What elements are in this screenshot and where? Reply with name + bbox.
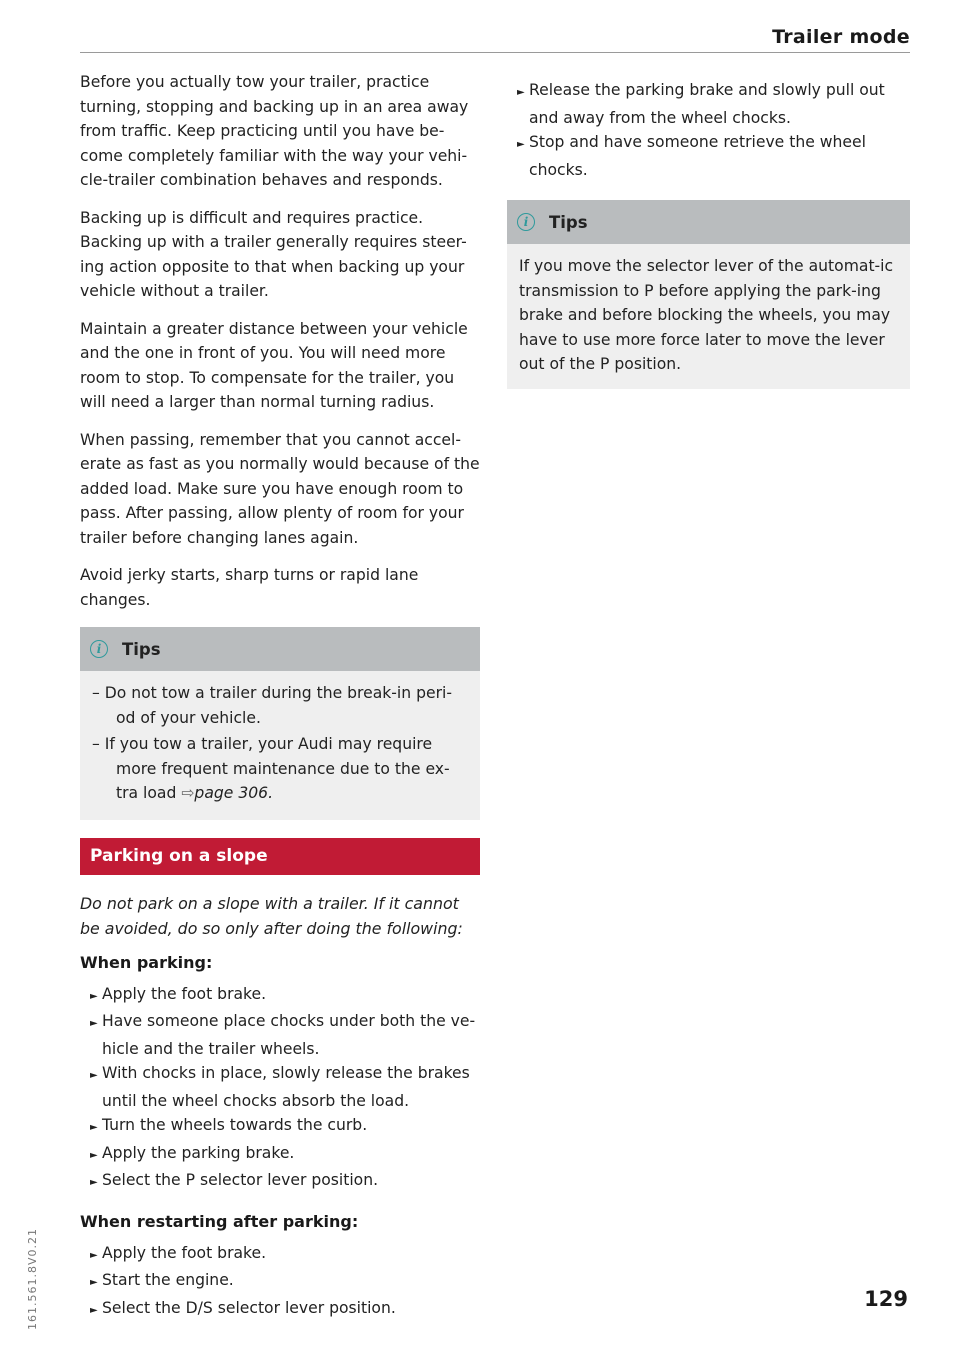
step-arrow-icon: ► bbox=[517, 139, 525, 150]
step-arrow-icon: ► bbox=[90, 1277, 98, 1288]
step-item bbox=[507, 130, 910, 182]
step-text: Apply the foot brake. bbox=[102, 1243, 267, 1262]
paragraph: Before you actually tow your trailer, practice turning, stopping and backing up in an area away from traffic. Keep practicing until you have be-come completely familiar with the way your vehi-cle-trailer combination behaves and responds. bbox=[80, 73, 469, 189]
restart-steps-list bbox=[80, 1241, 480, 1324]
page-number: 129 bbox=[864, 1287, 908, 1311]
parking-heading: When parking: bbox=[80, 952, 213, 972]
step-text: Turn the wheels towards the curb. bbox=[102, 1116, 368, 1134]
tip-item bbox=[92, 732, 468, 806]
step-text: With chocks in place, slowly release the brakes until the wheel chocks absorb the load. bbox=[102, 1064, 470, 1110]
tips-box bbox=[80, 627, 480, 820]
left-column bbox=[80, 70, 480, 1323]
step-arrow-icon: ► bbox=[90, 1149, 98, 1161]
section-intro: Do not park on a slope with a trailer. If it cannot be avoided, do so only after doing the following: bbox=[80, 893, 463, 938]
tip-item: – Do not tow a trailer during the break-in peri-od of your vehicle. bbox=[92, 684, 452, 727]
step-item bbox=[80, 1241, 480, 1269]
tips-body: If you move the selector lever of the automat-ic transmission to P before applying the park-ing brake and before blocking the wheels, you may have to use more force later to move the lever out of the P position. bbox=[519, 257, 894, 373]
restart-heading: When restarting after parking: bbox=[80, 1211, 359, 1231]
step-text: Apply the parking brake. bbox=[102, 1143, 295, 1162]
step-arrow-icon: ► bbox=[90, 990, 98, 1002]
step-arrow-icon: ► bbox=[90, 1070, 98, 1081]
step-arrow-icon: ► bbox=[90, 1249, 98, 1261]
step-text: Have someone place chocks under both the ve-hicle and the trailer wheels. bbox=[102, 1012, 476, 1058]
info-icon: i bbox=[517, 213, 535, 231]
step-item bbox=[80, 1061, 480, 1113]
step-item bbox=[80, 982, 480, 1010]
step-text: Select the D/S selector lever position. bbox=[102, 1298, 396, 1317]
step-item bbox=[80, 1113, 480, 1141]
page-ref-arrow: ⇨ bbox=[181, 784, 195, 802]
paragraph: Backing up is difficult and requires practice. Backing up with a trailer generally requires steer-ing action opposite to that when backing up your vehicle without a trailer. bbox=[80, 208, 467, 300]
step-arrow-icon: ► bbox=[90, 1177, 98, 1188]
step-item bbox=[80, 1268, 480, 1296]
step-arrow-icon: ► bbox=[90, 1304, 98, 1316]
paragraph: Avoid jerky starts, sharp turns or rapid lane changes. bbox=[80, 566, 419, 609]
step-text: Select the P selector lever position. bbox=[102, 1171, 379, 1189]
step-item bbox=[80, 1141, 480, 1169]
parking-steps-list bbox=[80, 982, 480, 1196]
paragraph: Maintain a greater distance between your vehicle and the one in front of you. You will need more room to stop. To compensate for the trailer, you will need a larger than normal turning radius. bbox=[80, 319, 468, 411]
paragraph: When passing, remember that you cannot accel-erate as fast as you normally would because of the added load. Make sure you have enough room to pass. After passing, allow plenty of room for your trailer before changing lanes again. bbox=[80, 430, 480, 547]
step-text: Release the parking brake and slowly pull out and away from the wheel chocks. bbox=[529, 81, 885, 127]
tips-title: Tips bbox=[122, 639, 161, 659]
step-arrow-icon: ► bbox=[517, 87, 525, 98]
step-arrow-icon: ► bbox=[90, 1018, 98, 1029]
step-item bbox=[80, 1168, 480, 1196]
step-text: Start the engine. bbox=[102, 1271, 234, 1289]
step-arrow-icon: ► bbox=[90, 1122, 98, 1133]
step-item bbox=[507, 78, 910, 130]
document-code: 161.561.8V0.21 bbox=[26, 1228, 39, 1330]
page-header-title: Trailer mode bbox=[772, 26, 910, 48]
step-text: Apply the foot brake. bbox=[102, 984, 267, 1003]
right-steps-list bbox=[507, 78, 910, 182]
tips-header bbox=[80, 627, 480, 671]
tip-item-text: – If you tow a trailer, your Audi may require more frequent maintenance due to the ex-tra load bbox=[92, 735, 450, 802]
step-item bbox=[80, 1296, 480, 1324]
step-item bbox=[80, 1009, 480, 1061]
right-column bbox=[507, 78, 910, 407]
tips-header bbox=[507, 200, 910, 244]
info-icon: i bbox=[90, 640, 108, 658]
page-ref-link[interactable]: page 306. bbox=[194, 784, 274, 802]
step-text: Stop and have someone retrieve the wheel chocks. bbox=[529, 133, 866, 179]
header-divider bbox=[80, 52, 910, 53]
tips-box bbox=[507, 200, 910, 389]
tips-title: Tips bbox=[549, 212, 588, 232]
tips-body bbox=[80, 671, 480, 820]
section-title: Parking on a slope bbox=[80, 838, 480, 875]
